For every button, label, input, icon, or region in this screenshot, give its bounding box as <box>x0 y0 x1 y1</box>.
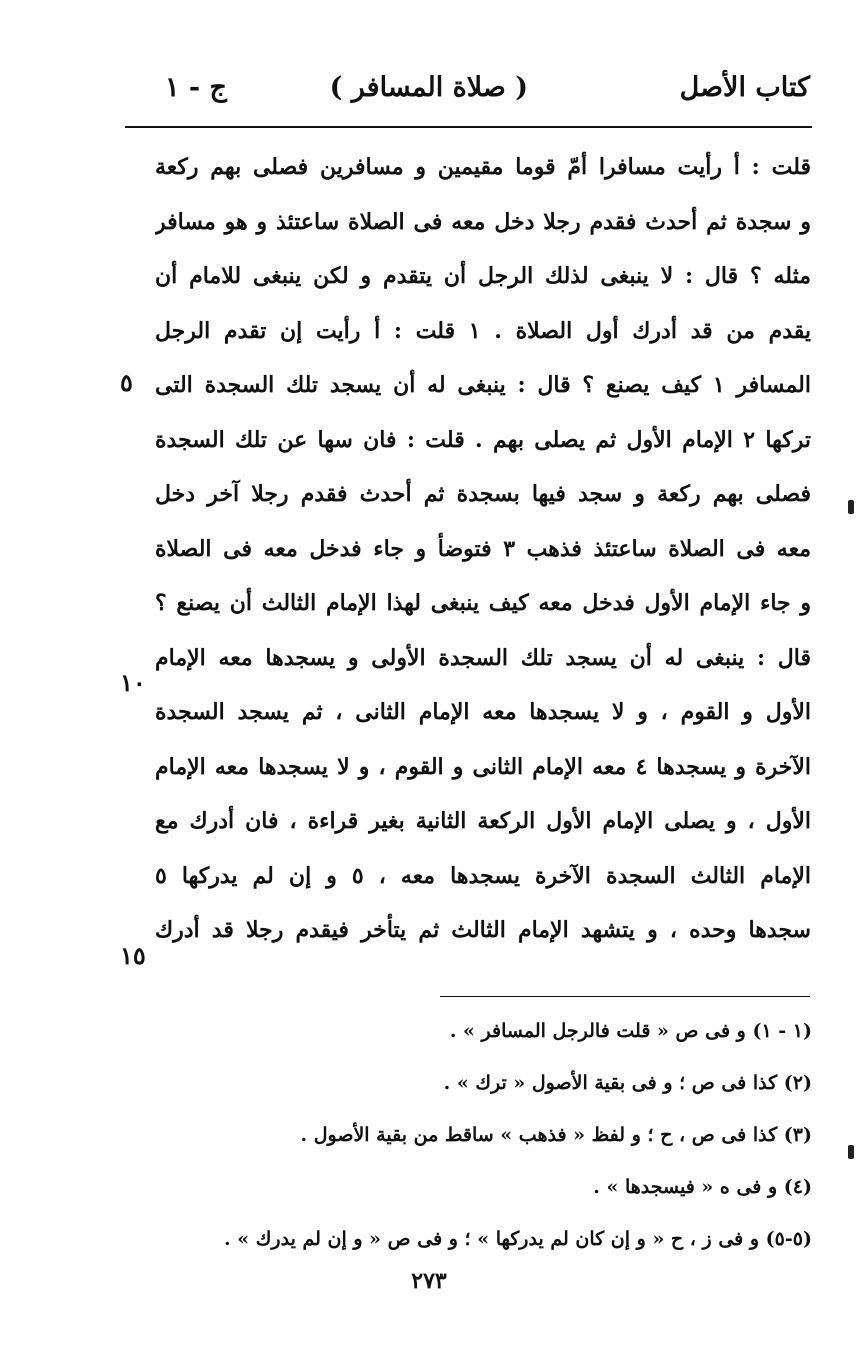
text-line: فصلى بهم ركعة و سجد فيها بسجدة ثم أحدث فقدم رجلا آخر دخل <box>155 481 811 507</box>
footnote-rule <box>440 996 810 997</box>
footnote: (١ - ١) و فى ص « قلت فالرجل المسافر » . <box>449 1020 812 1042</box>
main-text <box>155 140 811 958</box>
text-line: مثله ؟ قال : لا ينبغى لذلك الرجل أن يتقدم و لكن ينبغى للامام أن <box>155 263 811 289</box>
chapter-title: ( صلاة المسافر ) <box>329 72 528 103</box>
line-number-10: ١٠ <box>120 668 146 697</box>
page-number: ٢٧٣ <box>411 1268 447 1294</box>
text-line: قلت : أ رأيت مسافرا أمّ قوما مقيمين و مسافرين فصلى بهم ركعة <box>155 154 811 180</box>
footnote: (٣) كذا فى ص ، ح ؛ و لفظ « فذهب » ساقط من بقية الأصول . <box>300 1124 812 1146</box>
header-rule <box>125 126 812 128</box>
line-number-15: ١٥ <box>120 941 146 970</box>
footnote: (٢) كذا فى ص ؛ و فى بقية الأصول « ترك » . <box>443 1072 812 1094</box>
text-line: الإمام الثالث السجدة الآخرة يسجدها معه ، ٥ و إن لم يدركها ٥ <box>155 862 811 889</box>
text-line: و جاء الإمام الأول فدخل معه كيف ينبغى لهذا الإمام الثالث أن يصنع ؟ <box>155 590 811 616</box>
volume-label: ج - ١ <box>165 72 227 103</box>
footnotes <box>150 1005 812 1265</box>
footnote: (٥-٥) و فى ز ، ح « و إن كان لم يدركها » ؛ و فى ص « و إن لم يدرك » . <box>224 1228 812 1250</box>
footnote: (٤) و فى ه « فيسجدها » . <box>593 1176 812 1198</box>
line-number-5: ٥ <box>120 368 133 397</box>
text-line: المسافر ١ كيف يصنع ؟ قال : ينبغى له أن يسجد تلك السجدة التى <box>155 372 811 398</box>
text-line: و سجدة ثم أحدث فقدم رجلا دخل معه فى الصلاة ساعتئذ و هو مسافر <box>155 208 811 235</box>
text-line: الأول و القوم ، و لا يسجدها معه الإمام الثانى ، ثم يسجد السجدة <box>155 699 811 725</box>
text-line: يقدم من قد أدرك أول الصلاة . ١ قلت : أ رأيت إن تقدم الرجل <box>155 317 811 344</box>
book-title: كتاب الأصل <box>679 72 810 103</box>
text-line: الآخرة و يسجدها ٤ معه الإمام الثانى و القوم ، و لا يسجدها معه الإمام <box>155 753 811 780</box>
text-line: تركها ٢ الإمام الأول ثم يصلى بهم . قلت : فان سها عن تلك السجدة <box>155 426 811 453</box>
margin-mark <box>848 500 854 514</box>
text-line: سجدها وحده ، و يتشهد الإمام الثالث ثم يتأخر فيقدم رجلا قد أدرك <box>155 917 811 943</box>
running-header <box>125 72 810 116</box>
text-line: قال : ينبغى له أن يسجد تلك السجدة الأولى و يسجدها معه الإمام <box>155 644 811 671</box>
text-line: الأول ، و يصلى الإمام الأول الركعة الثانية بغير قراءة ، فان أدرك مع <box>155 808 811 834</box>
text-line: معه فى الصلاة ساعتئذ فذهب ٣ فتوضأ و جاء فدخل معه فى الصلاة <box>155 535 811 562</box>
margin-mark <box>848 1145 854 1159</box>
